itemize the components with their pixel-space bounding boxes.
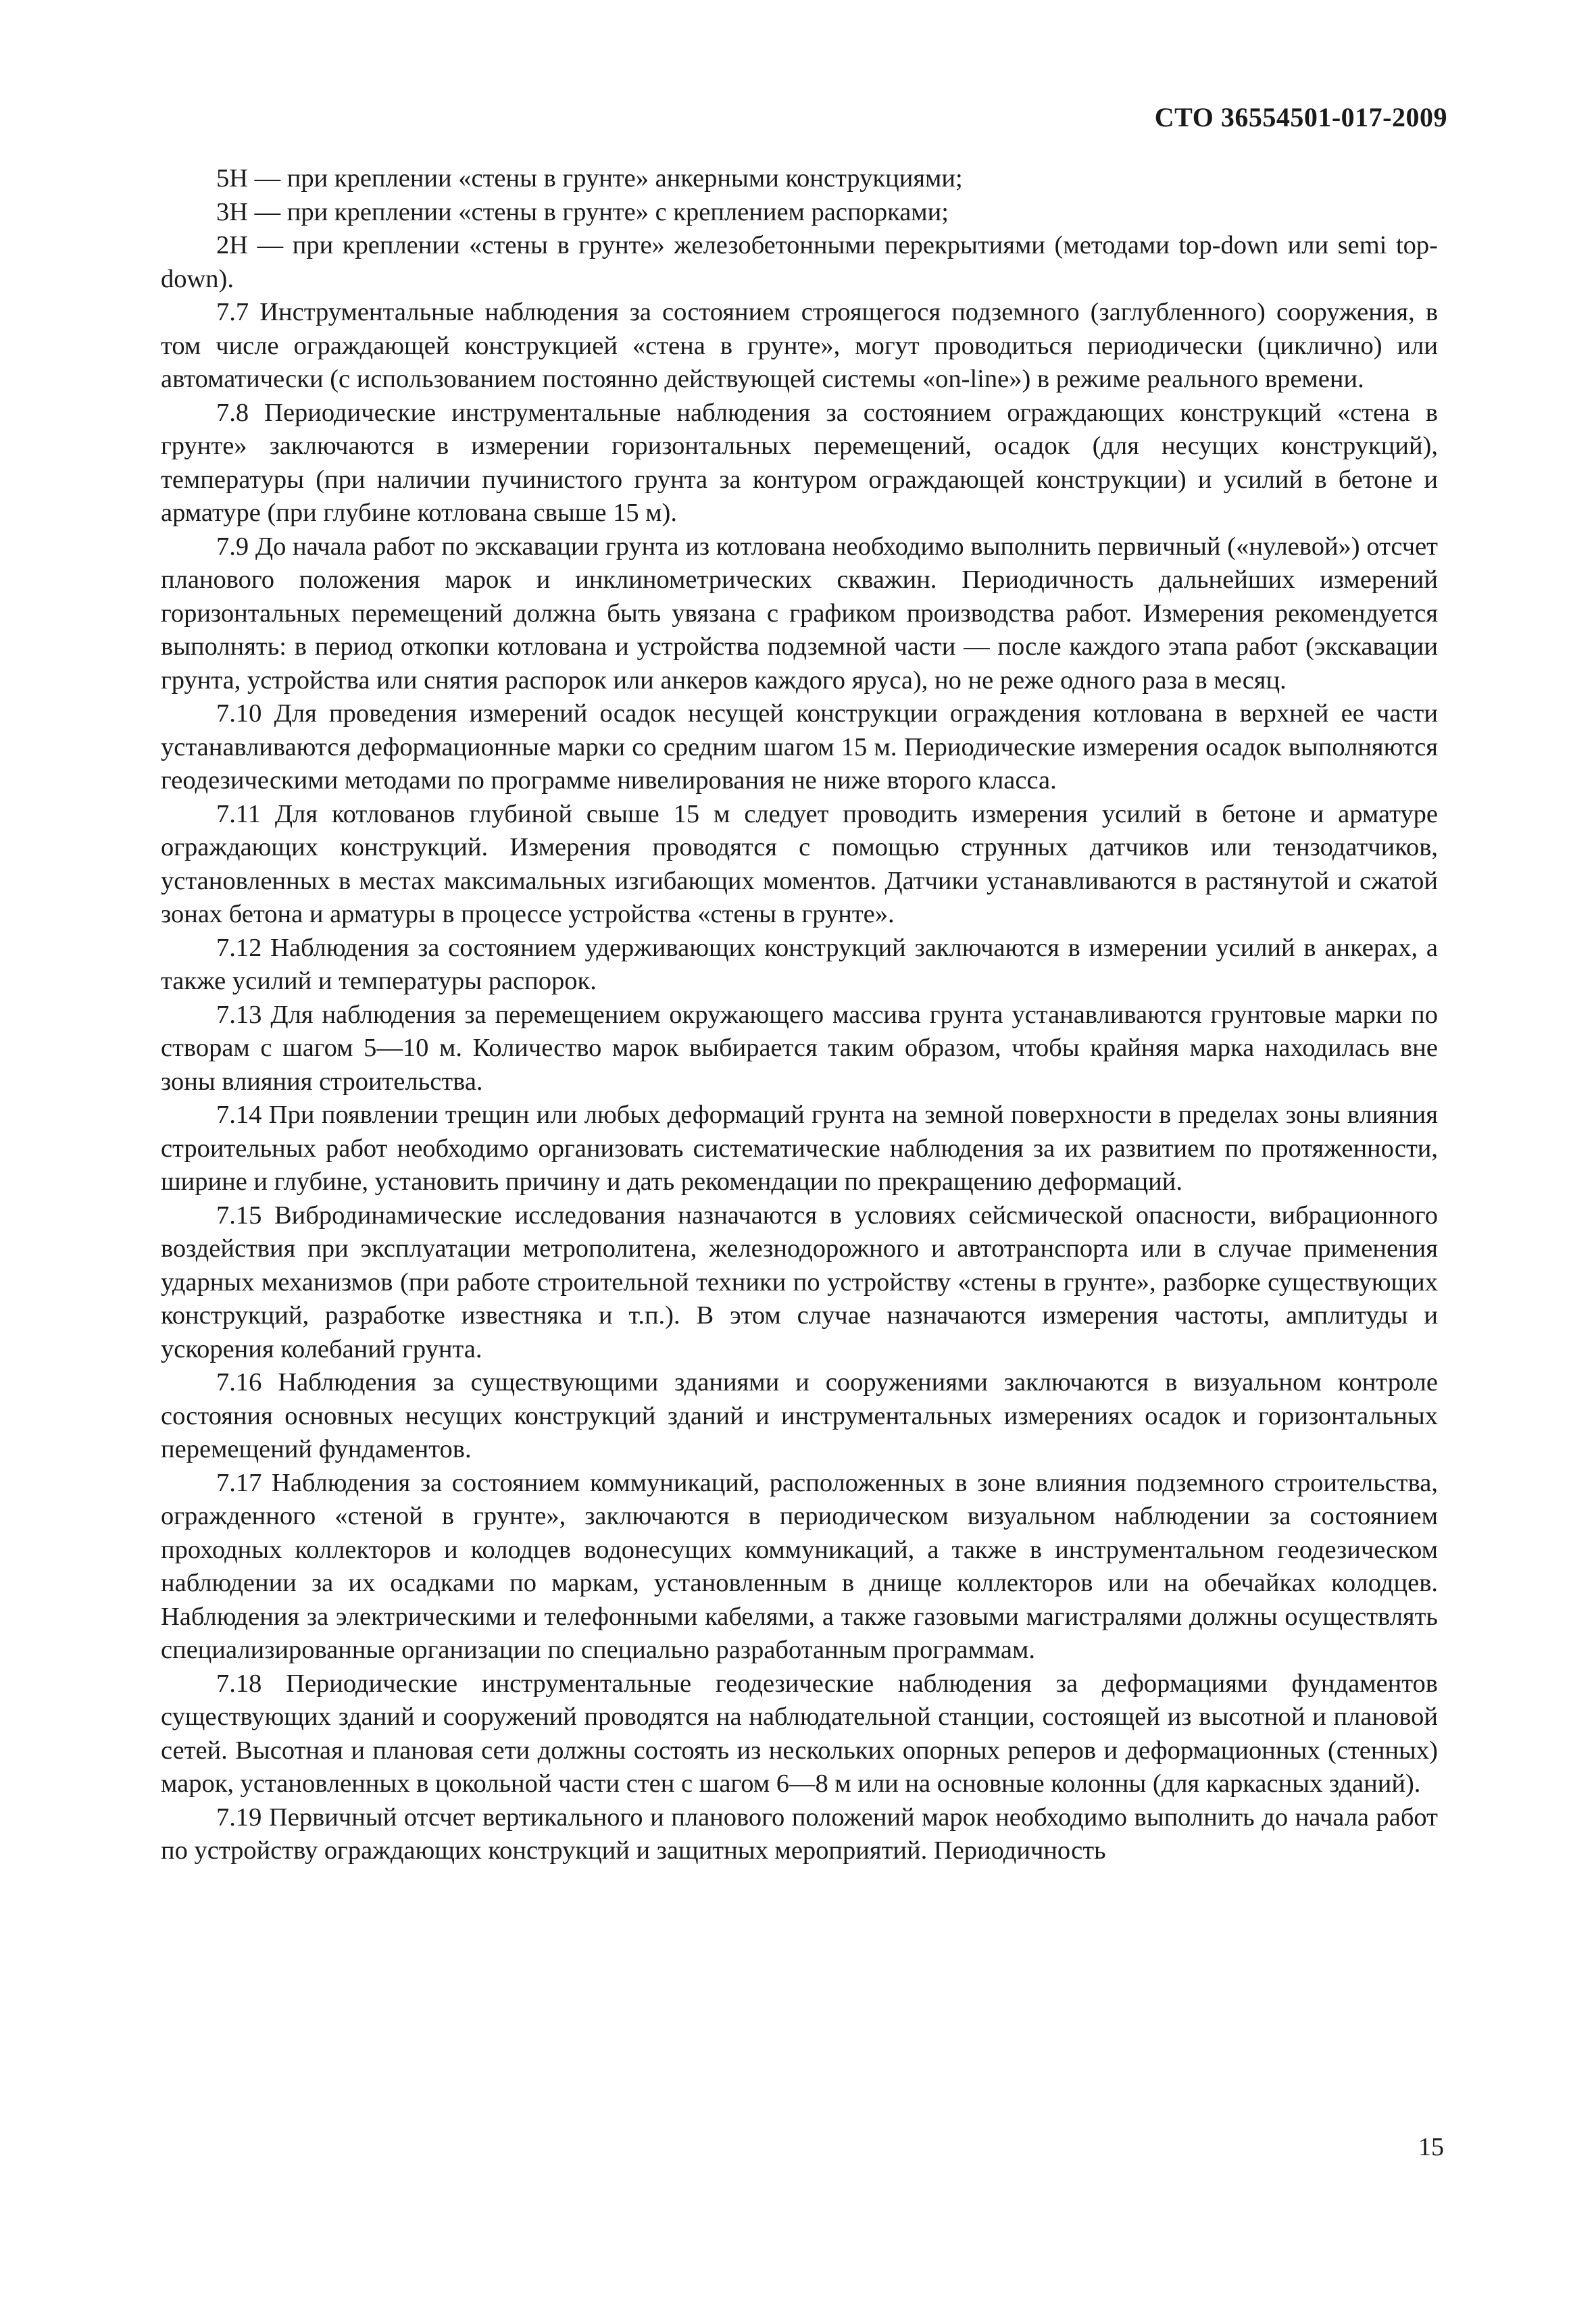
- paragraph: 2Н — при креплении «стены в грунте» железобетонными перекрытиями (методами top-down или semi top-down).: [161, 231, 1438, 293]
- paragraph: 7.12 Наблюдения за состоянием удерживающих конструкций заключаются в измерении усилий в анкерах, а также усилий и температуры распорок.: [161, 933, 1438, 995]
- paragraph: 7.9 До начала работ по экскавации грунта из котлована необходимо выполнить первичный («нулевой») отсчет планового положения марок и инклинометрических скважин. Периодичность дальнейших измерений горизонтальных перемещений должна быть увязана с графиком производства работ. Измерения рекомендуется выполнять: в период откопки котлована и устройства подземной части — после каждого этапа работ (экскавации грунта, устройства или снятия распорок или анкеров каждого яруса), но не реже одного раза в месяц.: [161, 532, 1438, 695]
- page-number: 15: [1418, 2133, 1444, 2161]
- paragraph: 7.19 Первичный отсчет вертикального и планового положений марок необходимо выполнить до начала работ по устройству ограждающих конструкций и защитных мероприятий. Периодичность: [161, 1803, 1438, 1865]
- paragraph: 7.18 Периодические инструментальные геодезические наблюдения за деформациями фундаментов существующих зданий и сооружений проводятся на наблюдательной станции, состоящей из высотной и плановой сетей. Высотная и плановая сети должны состоять из нескольких опорных реперов и деформационных (стенных) марок, установленных в цокольной части стен с шагом 6—8 м или на основные колонны (для каркасных зданий).: [161, 1669, 1438, 1798]
- paragraph: 7.7 Инструментальные наблюдения за состоянием строящегося подземного (заглубленного) сооружения, в том числе ограждающей конструкцией «стена в грунте», могут проводиться периодически (циклично) или автоматически (с использованием постоянно действующей системы «on-line») в режиме реального времени.: [161, 298, 1438, 393]
- paragraph: 3Н — при креплении «стены в грунте» с креплением распорками;: [216, 197, 949, 226]
- paragraph: 7.8 Периодические инструментальные наблюдения за состоянием ограждающих конструкций «стена в грунте» заключаются в измерении горизонтальных перемещений, осадок (для несущих конструкций), температуры (при наличии пучинистого грунта за контуром ограждающей конструкции) и усилий в бетоне и арматуре (при глубине котлована свыше 15 м).: [161, 398, 1438, 527]
- paragraph: 7.13 Для наблюдения за перемещением окружающего массива грунта устанавливаются грунтовые марки по створам с шагом 5—10 м. Количество марок выбирается таким образом, чтобы крайняя марка находилась вне зоны влияния строительства.: [161, 1000, 1438, 1096]
- paragraph: 7.17 Наблюдения за состоянием коммуникаций, расположенных в зоне влияния подземного строительства, огражденного «стеной в грунте», заключаются в периодическом визуальном наблюдении за состоянием проходных коллекторов и колодцев водонесущих коммуникаций, а также в инструментальном геодезическом наблюдении за их осадками по маркам, установленным в днище коллекторов или на обечайках колодцев. Наблюдения за электрическими и телефонными кабелями, а также газовыми магистралями должны осуществлять специализированные организации по специально разработанным программам.: [161, 1468, 1438, 1664]
- paragraph: 7.11 Для котлованов глубиной свыше 15 м следует проводить измерения усилий в бетоне и арматуре ограждающих конструкций. Измерения проводятся с помощью струнных датчиков или тензодатчиков, установленных в местах максимальных изгибающих моментов. Датчики устанавливаются в растянутой и сжатой зонах бетона и арматуры в процессе устройства «стены в грунте».: [161, 799, 1438, 928]
- document-code: СТО 36554501-017-2009: [1154, 102, 1447, 132]
- paragraph: 5Н — при креплении «стены в грунте» анкерными конструкциями;: [216, 164, 963, 193]
- paragraph: 7.16 Наблюдения за существующими зданиями и сооружениями заключаются в визуальном контроле состояния основных несущих конструкций зданий и инструментальных измерениях осадок и горизонтальных перемещений фундаментов.: [161, 1368, 1438, 1463]
- paragraph: 7.15 Вибродинамические исследования назначаются в условиях сейсмической опасности, вибрационного воздействия при эксплуатации метрополитена, железнодорожного и автотранспорта или в случае применения ударных механизмов (при работе строительной техники по устройству «стены в грунте», разборке существующих конструкций, разработке известняка и т.п.). В этом случае назначаются измерения частоты, амплитуды и ускорения колебаний грунта.: [161, 1201, 1438, 1363]
- document-body: [161, 162, 1438, 1868]
- paragraph: 7.10 Для проведения измерений осадок несущей конструкции ограждения котлована в верхней ее части устанавливаются деформационные марки со средним шагом 15 м. Периодические измерения осадок выполняются геодезическими методами по программе нивелирования не ниже второго класса.: [161, 699, 1438, 795]
- paragraph: 7.14 При появлении трещин или любых деформаций грунта на земной поверхности в пределах зоны влияния строительных работ необходимо организовать систематические наблюдения за их развитием по протяженности, ширине и глубине, установить причину и дать рекомендации по прекращению деформаций.: [161, 1101, 1438, 1196]
